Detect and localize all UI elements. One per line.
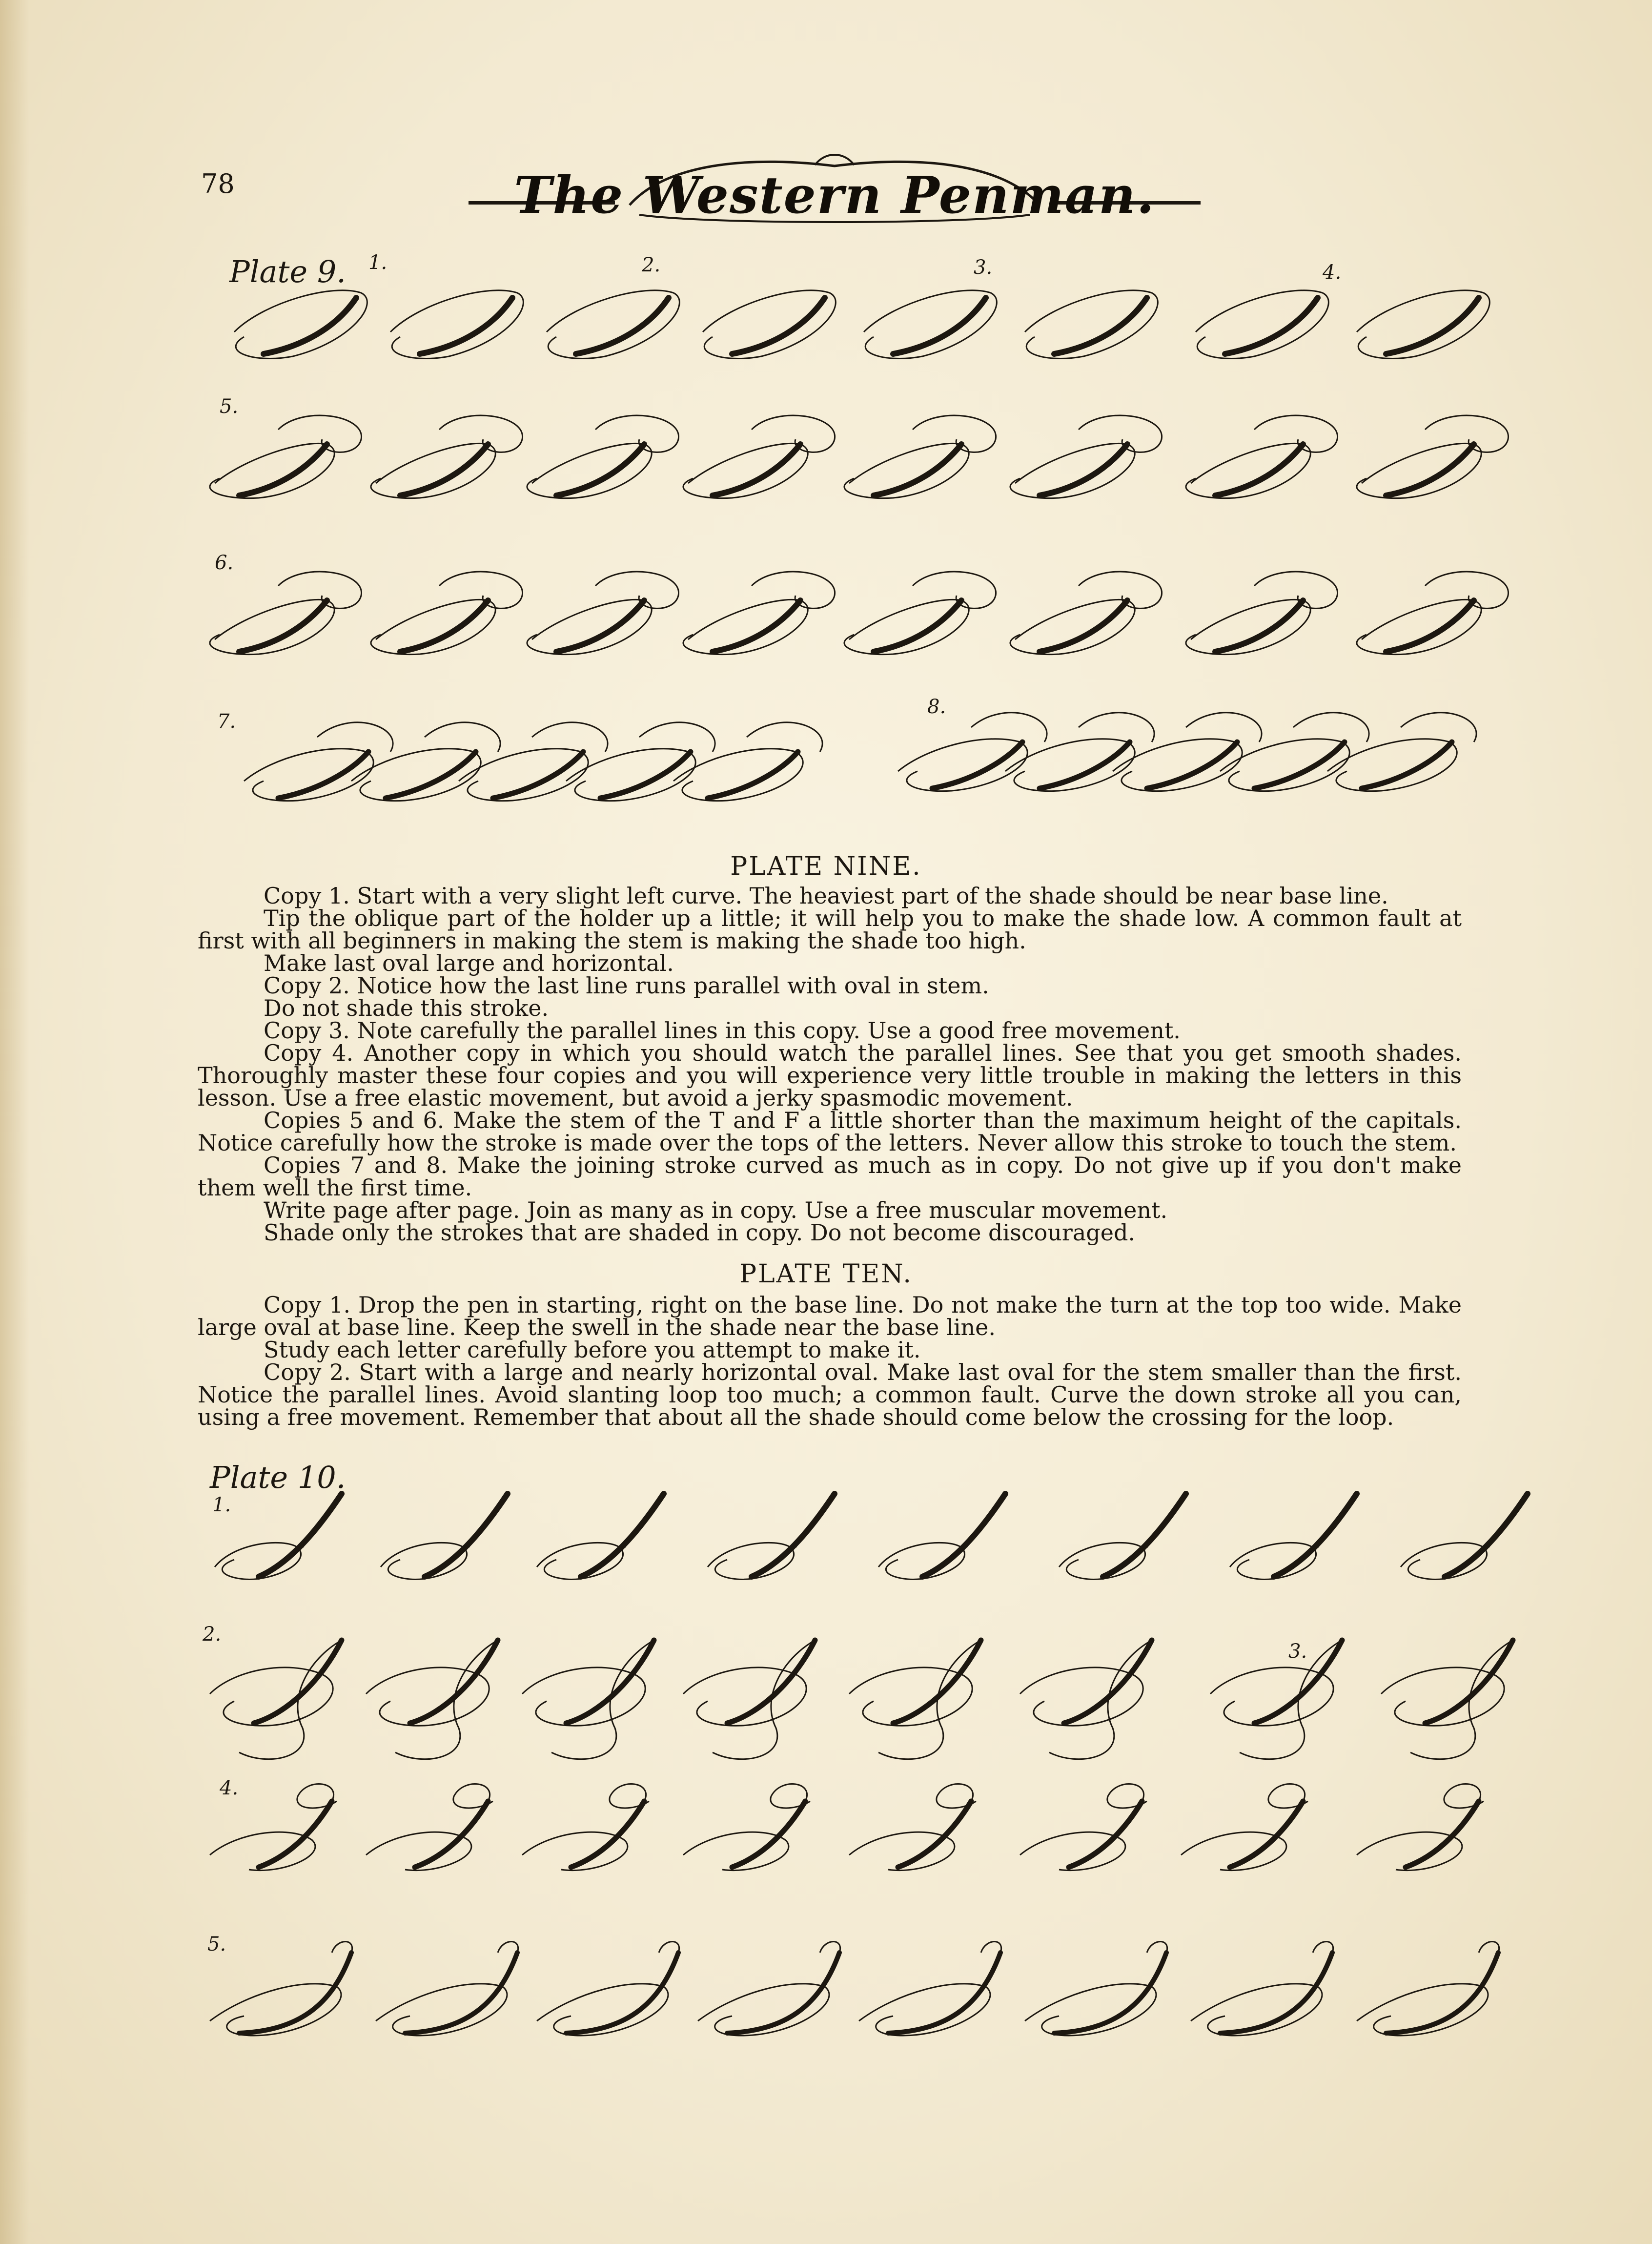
- copy-number: 8.: [927, 696, 946, 718]
- instruction-line: Copy 1. Start with a very slight left curve. The heaviest part of the shade should be near base line.: [264, 883, 1388, 909]
- instruction-line: Copy 1. Drop the pen in starting, right on the base line. Do not make the turn at the top too wide. Make large oval at base line. Keep the swell in the shade near the base line.: [198, 1292, 1462, 1340]
- copy-number: 3.: [1288, 1640, 1307, 1663]
- copy-number: 4.: [1323, 261, 1342, 284]
- instruction-line: Copy 3. Note carefully the parallel lines in this copy. Use a good free movement.: [264, 1017, 1181, 1044]
- plate-ten-heading: PLATE TEN.: [739, 1259, 913, 1289]
- instruction-line: Make last oval large and horizontal.: [264, 950, 674, 976]
- instruction-line: Copy 2. Start with a large and nearly horizontal oval. Make last oval for the stem smaller than the first. Notice the parallel lines. Avoid slanting loop too much; a common fault. Curve the down stroke all you can, using a free movement. Remember that about all the shade should come below the crossing for the loop.: [198, 1359, 1462, 1430]
- copy-number: 2.: [203, 1623, 222, 1646]
- copy-number: 7.: [217, 710, 236, 733]
- copy-number: 5.: [207, 1933, 226, 1956]
- plate-nine-heading: PLATE NINE.: [730, 852, 922, 881]
- instruction-line: Copies 7 and 8. Make the joining stroke curved as much as in copy. Do not give up if you don't make them well the first time.: [198, 1152, 1462, 1201]
- copy-number: 2.: [642, 254, 661, 276]
- plate-ten-label: Plate 10.: [210, 1460, 346, 1495]
- instruction-line: Shade only the strokes that are shaded in copy. Do not become discouraged.: [264, 1219, 1136, 1246]
- copy-number: 6.: [215, 552, 234, 574]
- plate-nine-label: Plate 9.: [229, 254, 346, 289]
- instruction-line: Study each letter carefully before you attempt to make it.: [264, 1337, 921, 1363]
- page-number: 78: [201, 168, 235, 199]
- copy-number: 5.: [220, 395, 239, 418]
- instruction-line: Do not shade this stroke.: [264, 995, 549, 1021]
- instruction-line: Tip the oblique part of the holder up a little; it will help you to make the shade low. A common fault at first with all beginners in making the stem is making the shade too high.: [198, 905, 1462, 954]
- instruction-line: Copy 2. Notice how the last line runs parallel with oval in stem.: [264, 972, 989, 999]
- copy-number: 3.: [974, 256, 993, 279]
- instruction-line: Write page after page. Join as many as in copy. Use a free muscular movement.: [264, 1197, 1168, 1223]
- copy-number: 4.: [220, 1777, 239, 1799]
- instruction-line: Copy 4. Another copy in which you should watch the parallel lines. See that you get smooth shades. Thoroughly master these four copies and you will experience very little trouble in making the letters in this lesson. Use a free elastic movement, but avoid a jerky spasmodic movement.: [198, 1040, 1462, 1111]
- copy-number: 1.: [368, 251, 388, 274]
- copy-number: 1.: [212, 1494, 231, 1516]
- instruction-line: Copies 5 and 6. Make the stem of the T and F a little shorter than the maximum height of the capitals. Notice carefully how the stroke is made over the tops of the letters. Never allow this stroke to touch the stem.: [198, 1107, 1462, 1156]
- masthead-title: The Western Penman.: [514, 165, 1155, 225]
